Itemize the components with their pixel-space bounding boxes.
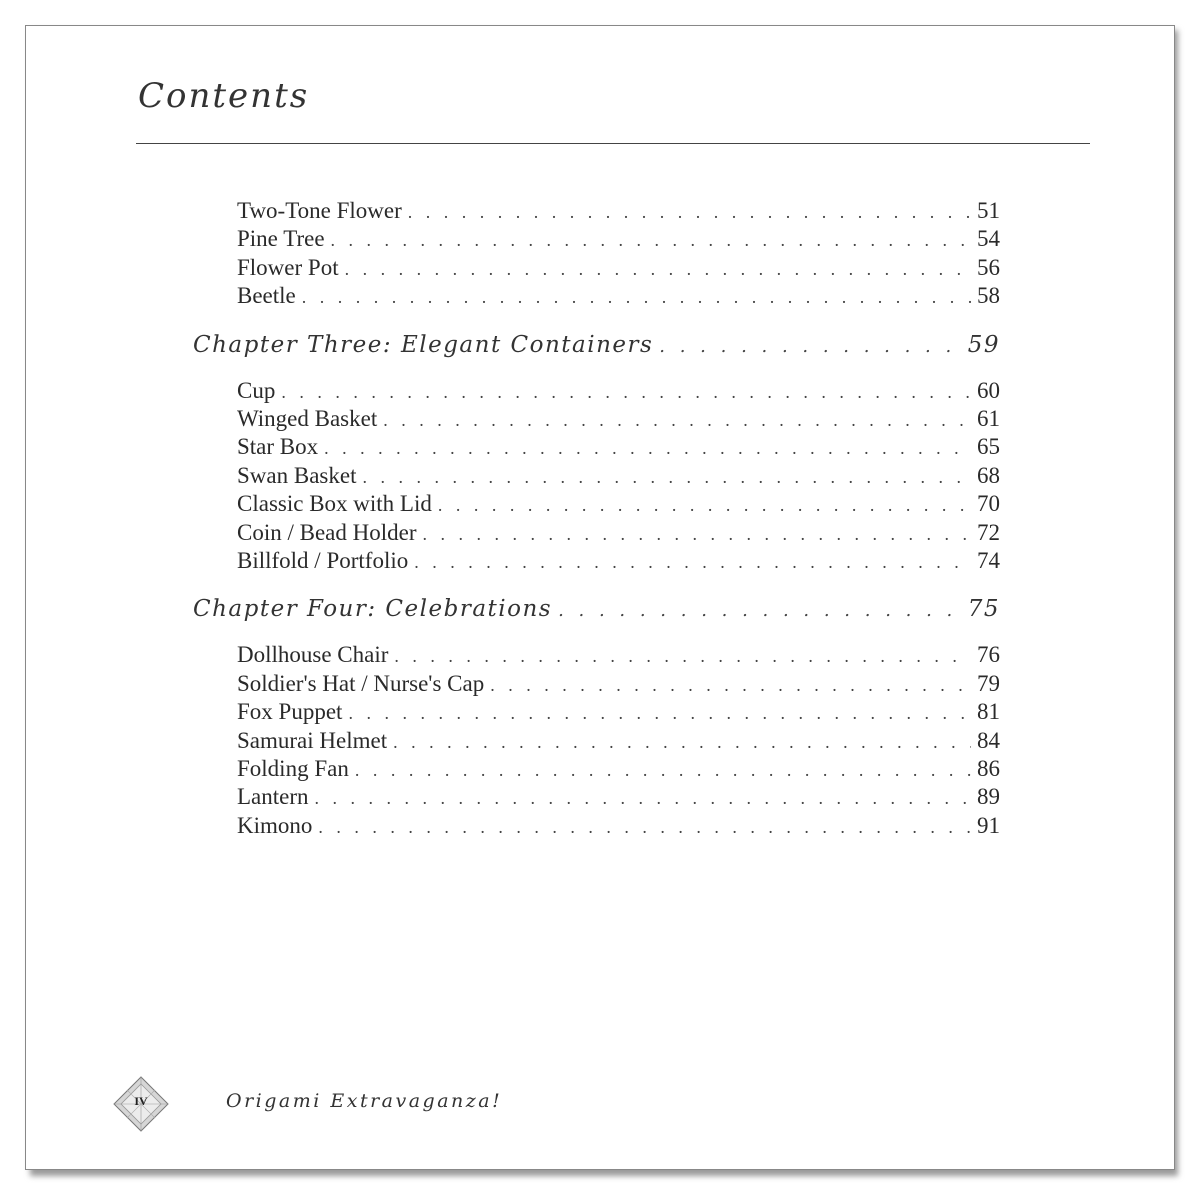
page-number-ref: 76: [977, 642, 1000, 668]
entry-title: Folding Fan: [237, 756, 349, 781]
toc-entry: [237, 699, 1000, 727]
dot-leader: [414, 552, 971, 573]
page-title: Contents: [138, 76, 310, 116]
entry-title: Star Box: [237, 434, 319, 460]
toc-entry: [237, 406, 1000, 434]
entry-title: Kimono: [237, 812, 313, 838]
page-number-ref: 58: [977, 283, 1000, 309]
entry-title: Billfold / Portfolio: [237, 548, 409, 573]
dot-leader: [355, 760, 971, 781]
table-of-contents: [26, 26, 1174, 1169]
page-number-ref: 74: [977, 548, 1000, 573]
page-number-ref: 86: [977, 756, 1000, 781]
entry-title: Swan Basket: [237, 462, 357, 488]
entry-title: Winged Basket: [237, 406, 378, 431]
dot-leader: [423, 524, 972, 545]
entry-title: Flower Pot: [237, 254, 339, 280]
dot-leader: [490, 675, 971, 696]
toc-entry: [237, 255, 1000, 283]
entry-title: Coin / Bead Holder: [237, 519, 417, 545]
entry-title: Cup: [237, 377, 276, 403]
toc-entry: [237, 548, 1000, 576]
toc-entry: [237, 378, 1000, 406]
toc-entry: [237, 784, 1000, 812]
toc-chapter-heading: [193, 332, 1000, 364]
dot-leader: [383, 410, 971, 431]
dot-leader: [394, 646, 971, 667]
page-number-badge: [113, 1076, 169, 1132]
toc-chapter-heading: [193, 596, 1000, 628]
entry-title: Lantern: [237, 784, 309, 810]
entry-title: Pine Tree: [237, 226, 325, 252]
toc-entry: [237, 463, 1000, 491]
page-number: IV: [134, 1094, 148, 1108]
page-number-ref: 60: [977, 377, 1000, 403]
page-number-ref: 91: [977, 812, 1000, 838]
toc-entry: [237, 671, 1000, 699]
page-number-ref: 68: [977, 462, 1000, 488]
toc-entry: [237, 226, 1000, 254]
dot-leader: [438, 495, 971, 516]
dot-leader: [659, 336, 961, 357]
page-number-ref: 72: [977, 519, 1000, 545]
entry-title: Soldier's Hat / Nurse's Cap: [237, 670, 485, 696]
toc-entry: [237, 642, 1000, 670]
chapter-title: Chapter Three: Elegant Containers: [193, 331, 654, 358]
dot-leader: [318, 817, 971, 838]
page-number-ref: 56: [977, 254, 1000, 280]
dot-leader: [362, 467, 971, 488]
toc-entry: [237, 728, 1000, 756]
book-title: Origami Extravaganza!: [226, 1090, 503, 1112]
dot-leader: [558, 600, 962, 621]
toc-entry: [237, 198, 1000, 226]
toc-entry: [237, 283, 1000, 311]
page-number-ref: 65: [977, 434, 1000, 460]
page-number-ref: 70: [977, 491, 1000, 517]
toc-entry: [237, 434, 1000, 462]
document-page: [25, 25, 1175, 1170]
dot-leader: [331, 230, 971, 251]
entry-title: Beetle: [237, 283, 296, 309]
dot-leader: [281, 382, 971, 403]
toc-entry: [237, 520, 1000, 548]
chapter-title: Chapter Four: Celebrations: [193, 596, 553, 623]
page-number-ref: 81: [977, 699, 1000, 725]
page-number-ref: 79: [977, 670, 1000, 696]
dot-leader: [345, 259, 971, 280]
entry-title: Two-Tone Flower: [237, 198, 402, 223]
entry-title: Samurai Helmet: [237, 727, 388, 753]
page-number-ref: 61: [977, 406, 1000, 431]
page-number-ref: 89: [977, 784, 1000, 810]
dot-leader: [348, 703, 971, 724]
page-number-ref: 84: [977, 727, 1000, 753]
page-number-ref: 51: [977, 198, 1000, 223]
page-number-ref: 54: [977, 226, 1000, 252]
toc-entry: [237, 491, 1000, 519]
dot-leader: [393, 732, 971, 753]
toc-entry: [237, 756, 1000, 784]
page-number-ref: 75: [967, 596, 1000, 623]
entry-title: Fox Puppet: [237, 699, 343, 725]
dot-leader: [302, 287, 971, 308]
entry-title: Classic Box with Lid: [237, 491, 432, 517]
dot-leader: [315, 788, 971, 809]
dot-leader: [324, 438, 971, 459]
toc-entry: [237, 813, 1000, 841]
dot-leader: [408, 202, 971, 223]
entry-title: Dollhouse Chair: [237, 642, 389, 668]
page-number-ref: 59: [967, 331, 1000, 358]
